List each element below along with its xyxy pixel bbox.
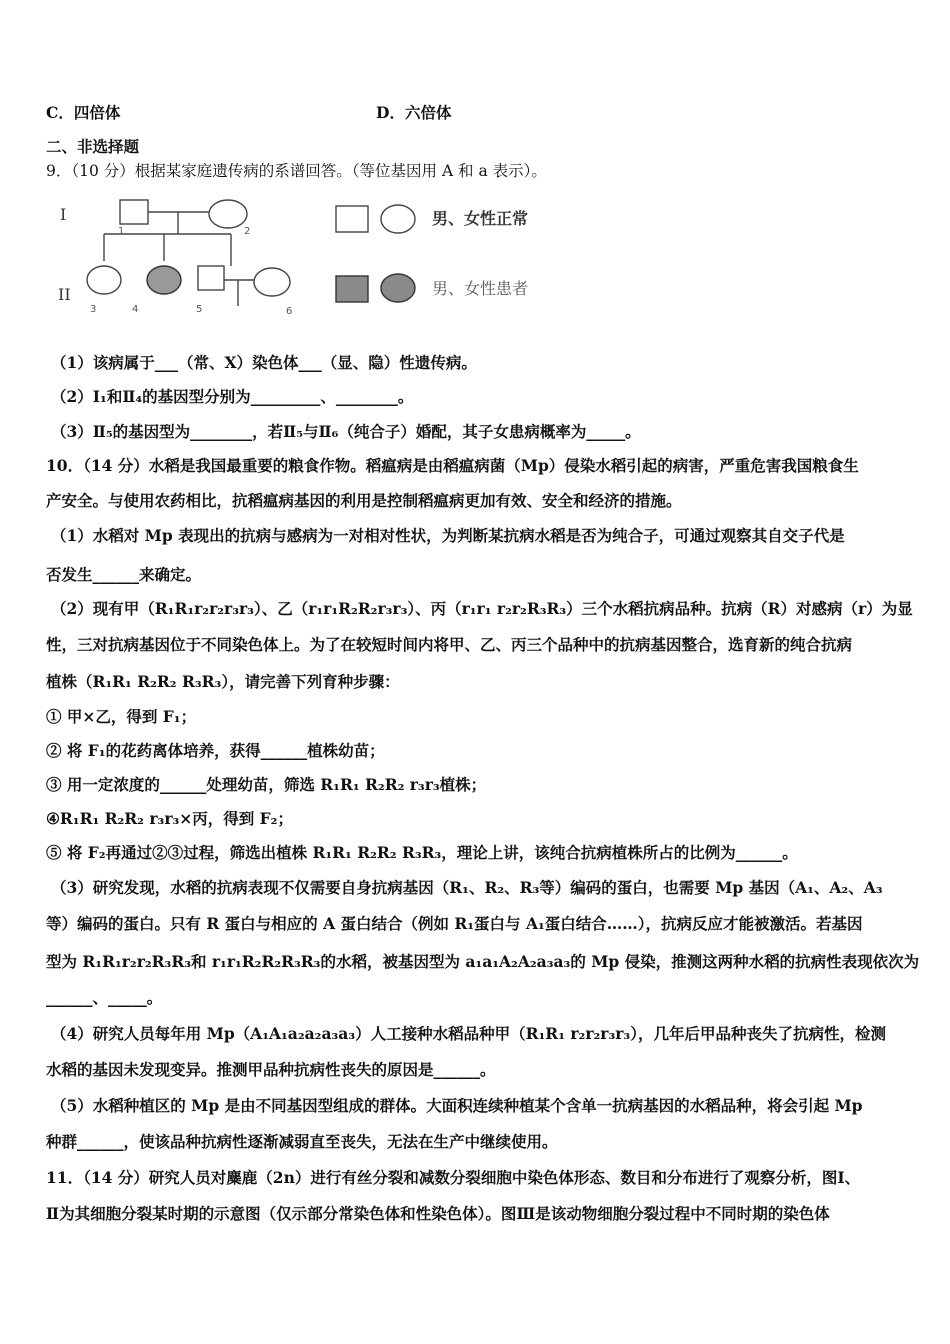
male-normal-II5	[198, 266, 224, 290]
q10-step-3: ③ 用一定浓度的______处理幼苗，筛选 R₁R₁ R₂R₂ r₃r₃植株；	[46, 775, 487, 794]
q10-line-3: （1）水稻对 Mp 表现出的抗病与感病为一对相对性状，为判断某抗病水稻是否为纯合子，可通过观察其自交子代是	[51, 526, 845, 545]
q10-line-2: 产安全。与使用农药相比，抗稻瘟病基因的利用是控制稻瘟病更加有效、安全和经济的措施。	[46, 491, 682, 510]
pedigree-id-6: 6	[286, 306, 293, 317]
legend-male-affected	[336, 276, 368, 302]
choice-d: D．六倍体	[376, 103, 452, 122]
pedigree-chart	[46, 196, 606, 326]
choice-c: C．四倍体	[46, 103, 121, 122]
section-title: 二、非选择题	[46, 137, 140, 156]
pedigree-id-4: 4	[132, 304, 139, 315]
q10-line-19: （5）水稻种植区的 Mp 是由不同基因型组成的群体。大面积连续种植某个含单一抗病基因的水稻品种，将会引起 Mp	[51, 1096, 863, 1115]
q10-line-17: （4）研究人员每年用 Mp（A₁A₁a₂a₂a₃a₃）人工接种水稻品种甲（R₁R₁ r₂r₂r₃r₃），几年后甲品种丧失了抗病性，检测	[51, 1024, 886, 1043]
pedigree-id-3: 3	[90, 304, 97, 315]
q11-line-1: 11．（14 分）研究人员对麋鹿（2n）进行有丝分裂和减数分裂细胞中染色体形态、数目和分布进行了观察分析，图Ⅰ、	[46, 1168, 861, 1187]
q10-line-14: 等）编码的蛋白。只有 R 蛋白与相应的 A 蛋白结合（例如 R₁蛋白与 A₁蛋白结合……），抗病反应才能被激活。若基因	[46, 914, 863, 933]
male-normal-I1	[120, 200, 148, 224]
female-normal-II3	[87, 266, 121, 294]
q10-line-20: 种群______，使该品种抗病性逐渐减弱直至丧失，无法在生产中继续使用。	[46, 1132, 558, 1151]
legend-female-normal	[381, 205, 415, 233]
q11-line-2: Ⅱ为其细胞分裂某时期的示意图（仅示部分常染色体和性染色体）。图Ⅲ是该动物细胞分裂过程中不同时期的染色体	[46, 1204, 830, 1223]
q10-step-4: ④R₁R₁ R₂R₂ r₃r₃×丙，得到 F₂；	[46, 809, 293, 828]
q9-sub2: （2）Ⅰ₁和Ⅱ₄的基因型分别为_________、________。	[51, 387, 414, 406]
female-affected-II4	[147, 266, 181, 294]
q10-line-13: （3）研究发现，水稻的抗病表现不仅需要自身抗病基因（R₁、R₂、R₃等）编码的蛋白，也需要 Mp 基因（A₁、A₂、A₃	[51, 878, 883, 897]
q9-sub3: （3）Ⅱ₅的基因型为________，若Ⅱ₅与Ⅱ₆（纯合子）婚配，其子女患病概率为_____。	[51, 422, 641, 441]
q10-line-15: 型为 R₁R₁r₂r₂R₃R₃和 r₁r₁R₂R₂R₃R₃的水稻，被基因型为 a₁a₁A₂A₂a₃a₃的 Mp 侵染，推测这两种水稻的抗病性表现依次为	[46, 952, 920, 971]
q10-line-7: 植株（R₁R₁ R₂R₂ R₃R₃），请完善下列育种步骤：	[46, 672, 400, 691]
q10-line-16: ______、_____。	[46, 988, 163, 1007]
pedigree-id-1: 1	[118, 226, 125, 237]
legend-affected-label: 男、女性患者	[432, 279, 529, 298]
q10-line-4: 否发生______来确定。	[46, 565, 202, 584]
gen2-label: II	[58, 285, 71, 304]
female-normal-II6	[254, 268, 290, 296]
pedigree-id-5: 5	[196, 304, 203, 315]
pedigree-id-2: 2	[244, 226, 251, 237]
female-normal-I2	[209, 200, 247, 228]
legend-normal-label: 男、女性正常	[432, 209, 529, 228]
legend-male-normal	[336, 206, 368, 232]
legend-female-affected	[381, 274, 415, 302]
q10-line-18: 水稻的基因未发现变异。推测甲品种抗病性丧失的原因是______。	[46, 1060, 496, 1079]
q10-step-5: ⑤ 将 F₂再通过②③过程，筛选出植株 R₁R₁ R₂R₂ R₃R₃，理论上讲，该纯合抗病植株所占的比例为______。	[46, 843, 798, 862]
q10-line-5: （2）现有甲（R₁R₁r₂r₂r₃r₃）、乙（r₁r₁R₂R₂r₃r₃）、丙（r₁r₁ r₂r₂R₃R₃）三个水稻抗病品种。抗病（R）对感病（r）为显	[51, 599, 913, 618]
q9-stem: 9．（10 分）根据某家庭遗传病的系谱回答。（等位基因用 A 和 a 表示）。	[46, 162, 547, 180]
q10-line-6: 性，三对抗病基因位于不同染色体上。为了在较短时间内将甲、乙、丙三个品种中的抗病基因整合，选育新的纯合抗病	[46, 635, 853, 654]
q9-sub1: （1）该病属于___（常、X）染色体___（显、隐）性遗传病。	[51, 353, 477, 372]
q10-step-1: ① 甲×乙，得到 F₁；	[46, 707, 197, 726]
q10-step-2: ② 将 F₁的花药离体培养，获得______植株幼苗；	[46, 741, 385, 760]
q10-line-1: 10．（14 分）水稻是我国最重要的粮食作物。稻瘟病是由稻瘟病菌（Mp）侵染水稻引起的病害，严重危害我国粮食生	[46, 456, 859, 475]
gen1-label: I	[60, 205, 67, 224]
